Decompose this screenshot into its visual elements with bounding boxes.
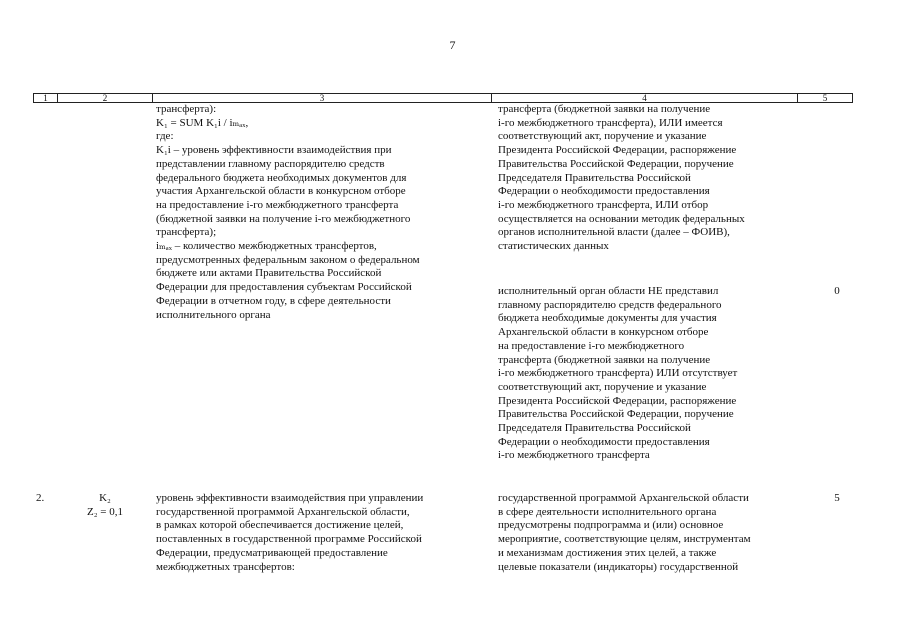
text-line: органов исполнительной власти (далее – ФОИВ), [498,226,730,239]
text-line: статистических данных [498,240,609,253]
text-line: на предоставление i-го межбюджетного [498,339,685,352]
text-line: Федерации о необходимости предоставления [498,185,710,198]
text-line: бюджета необходимые документы для участия [498,312,717,325]
text-line: Председателя Правительства Российской [498,422,691,435]
text-line: трансферта): [156,103,217,115]
text-line: соответствующий акт, поручение и указание [498,130,707,143]
row2-col3-text [156,492,423,574]
text-line: и механизмам достижения этих целей, а также [498,546,717,559]
text-line: i-го межбюджетного трансферта) ИЛИ отсутствует [498,367,738,380]
text-line: представлении главному распорядителю средств [156,157,385,170]
text-line: поставленных в государственной программе Российской [156,533,422,546]
text-line: межбюджетных трансфертов: [156,560,295,573]
text-line: K₁i – уровень эффективности взаимодействия при [156,144,392,157]
text-line: исполнительного органа [156,308,271,321]
text-line: Федерации в отчетном году, в сфере деятельности [156,294,391,307]
text-line: Председателя Правительства Российской [498,171,691,184]
text-line: Правительства Российской Федерации, поручение [498,157,734,170]
text-line: главному распорядителю средств федерального [498,298,722,311]
text-line: iₘₐₓ – количество межбюджетных трансфертов, [156,240,377,253]
coefficient-name: K₂ [99,492,111,504]
row1-col5-score: 0 [834,285,840,297]
text-line: Архангельской области в конкурсном отборе [498,326,709,339]
text-line: трансферта); [156,226,217,239]
row2-coefficient [57,492,153,519]
text-line: Президента Российской Федерации, распоряжение [498,394,737,407]
text-line: в сфере деятельности исполнительного органа [498,505,717,518]
text-line: в рамках которой обеспечивается достижение целей, [156,519,404,532]
text-line: участия Архангельской области в конкурсном отборе [156,185,406,198]
text-line: государственной программой Архангельской области [498,492,749,504]
row2-number: 2. [36,492,45,504]
text-line: Федерации, предусматривающей предоставление [156,546,388,559]
text-line: i-го межбюджетного трансферта [498,449,650,462]
text-line: на предоставление i-го межбюджетного трансферта [156,198,399,211]
text-line: Правительства Российской Федерации, поручение [498,408,734,421]
column-number-5: 5 [798,94,853,103]
formula-line: K₁ = SUM K₁i / iₘₐₓ, [156,116,249,129]
row2-col5-score: 5 [834,492,840,504]
column-number-4: 4 [492,94,798,103]
row1-col4-condition-a [498,103,745,254]
text-line: трансферта (бюджетной заявки на получение [498,103,711,115]
text-line: осуществляется на основании методик федеральных [498,212,745,225]
text-line: i-го межбюджетного трансферта, ИЛИ отбор [498,198,709,211]
row2-col4-text [498,492,751,574]
text-line: исполнительный орган области НЕ представил [498,285,719,297]
text-line: мероприятие, соответствующие целям, инструментам [498,533,751,546]
text-line: Федерации о необходимости предоставления [498,435,710,448]
column-number-2: 2 [58,94,153,103]
text-line: бюджете или актами Правительства Российской [156,267,382,280]
text-line: федерального бюджета необходимых документов для [156,171,407,184]
text-line: предусмотрены подпрограмма и (или) основное [498,519,724,532]
text-line: государственной программой Архангельской области, [156,505,410,518]
column-number-1: 1 [34,94,58,103]
text-line: соответствующий акт, поручение и указание [498,380,707,393]
column-number-header [33,93,853,103]
row1-col4-condition-b [498,285,737,463]
column-number-3: 3 [153,94,492,103]
text-line: (бюджетной заявки на получение i-го межбюджетного [156,212,411,225]
text-line: целевые показатели (индикаторы) государственной [498,560,739,573]
page-number: 7 [449,38,456,52]
text-line: предусмотренных федеральным законом о федеральном [156,253,420,266]
text-line: где: [156,130,174,143]
row1-col3-text [156,103,420,322]
text-line: Президента Российской Федерации, распоряжение [498,144,737,157]
text-line: i-го межбюджетного трансферта), ИЛИ имеется [498,116,723,129]
text-line: Федерации для предоставления субъектам Российской [156,281,412,294]
text-line: трансферта (бюджетной заявки на получение [498,353,711,366]
text-line: уровень эффективности взаимодействия при управлении [156,492,424,504]
coefficient-weight: Z₂ = 0,1 [86,505,123,518]
